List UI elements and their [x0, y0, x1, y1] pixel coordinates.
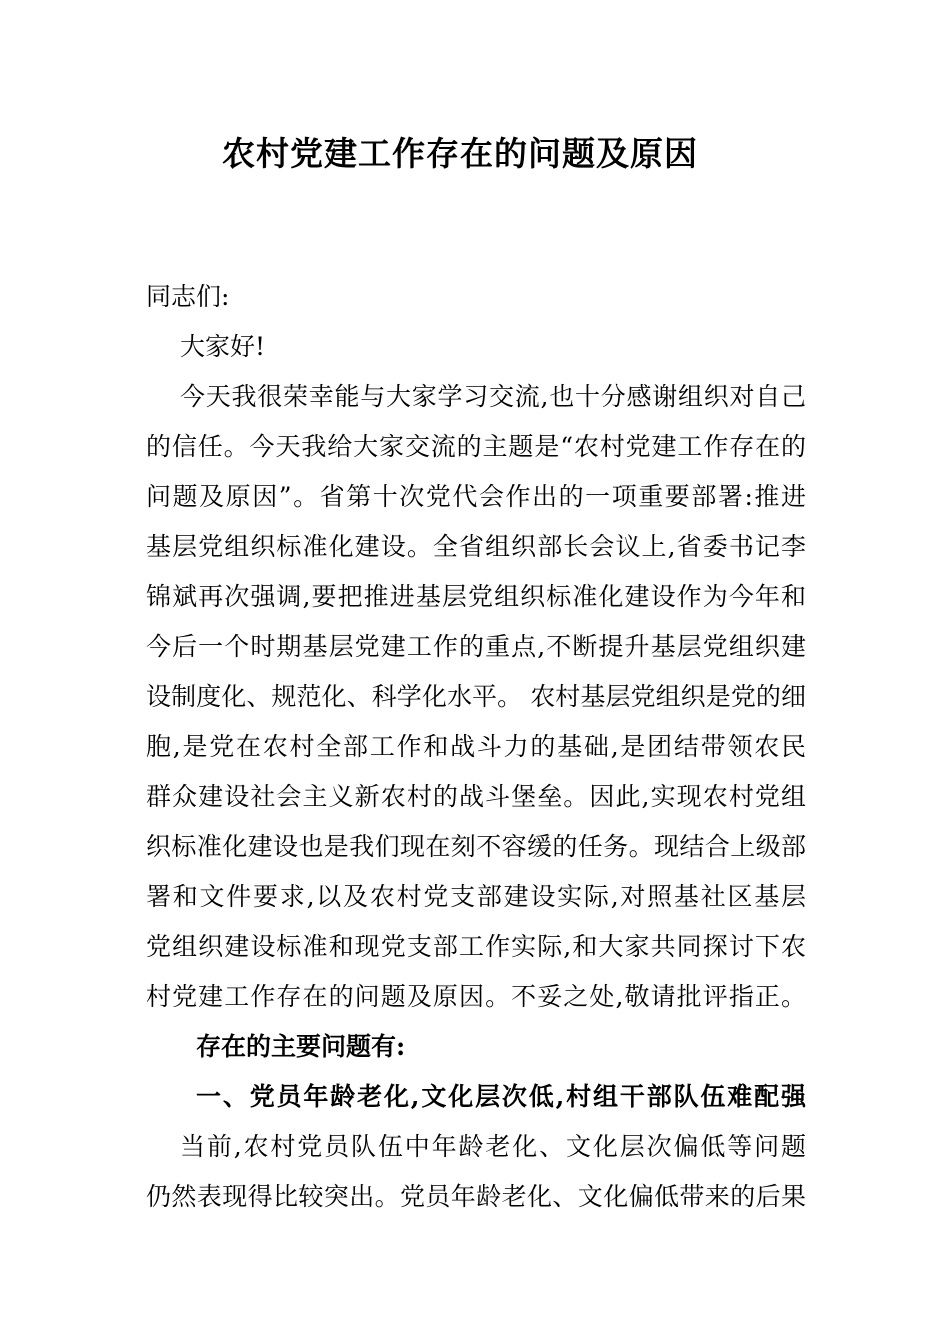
text-line: 锦斌再次强调,要把推进基层党组织标准化建设作为今年和 [146, 582, 806, 611]
text-line: 胞,是党在农村全部工作和战斗力的基础,是团结带领农民 [146, 732, 806, 761]
text-line: 署和文件要求,以及农村党支部建设实际,对照基社区基层 [146, 882, 806, 911]
text-line: 设制度化、规范化、科学化水平。 农村基层党组织是党的细 [146, 682, 806, 711]
paragraph-2 [146, 1122, 806, 1222]
intro-paragraph [146, 372, 806, 1022]
text-line: 问题及原因”。省第十次党代会作出的一项重要部署:推进 [146, 482, 806, 511]
text-line: 的信任。今天我给大家交流的主题是“农村党建工作存在的 [146, 432, 806, 461]
document-title: 农村党建工作存在的问题及原因 [222, 134, 698, 173]
text-line: 当前,农村党员队伍中年龄老化、文化层次偏低等问题 [180, 1132, 806, 1161]
section-heading: 存在的主要问题有: [196, 1032, 406, 1061]
subheading: 一、党员年龄老化,文化层次低,村组干部队伍难配强 [196, 1082, 806, 1111]
text-line: 今后一个时期基层党建工作的重点,不断提升基层党组织建 [146, 632, 806, 661]
text-line: 党组织建设标准和现党支部工作实际,和大家共同探讨下农 [146, 932, 806, 961]
salutation: 同志们: [146, 282, 230, 311]
text-line: 今天我很荣幸能与大家学习交流,也十分感谢组织对自己 [180, 382, 806, 411]
text-line: 群众建设社会主义新农村的战斗堡垒。因此,实现农村党组 [146, 782, 806, 811]
greeting: 大家好! [180, 332, 266, 361]
document-body [146, 272, 806, 1222]
text-line: 村党建工作存在的问题及原因。不妥之处,敬请批评指正。 [146, 982, 806, 1011]
text-line: 织标准化建设也是我们现在刻不容缓的任务。现结合上级部 [146, 832, 806, 861]
text-line: 基层党组织标准化建设。全省组织部长会议上,省委书记李 [146, 532, 806, 561]
text-line: 仍然表现得比较突出。党员年龄老化、文化偏低带来的后果 [146, 1182, 806, 1211]
